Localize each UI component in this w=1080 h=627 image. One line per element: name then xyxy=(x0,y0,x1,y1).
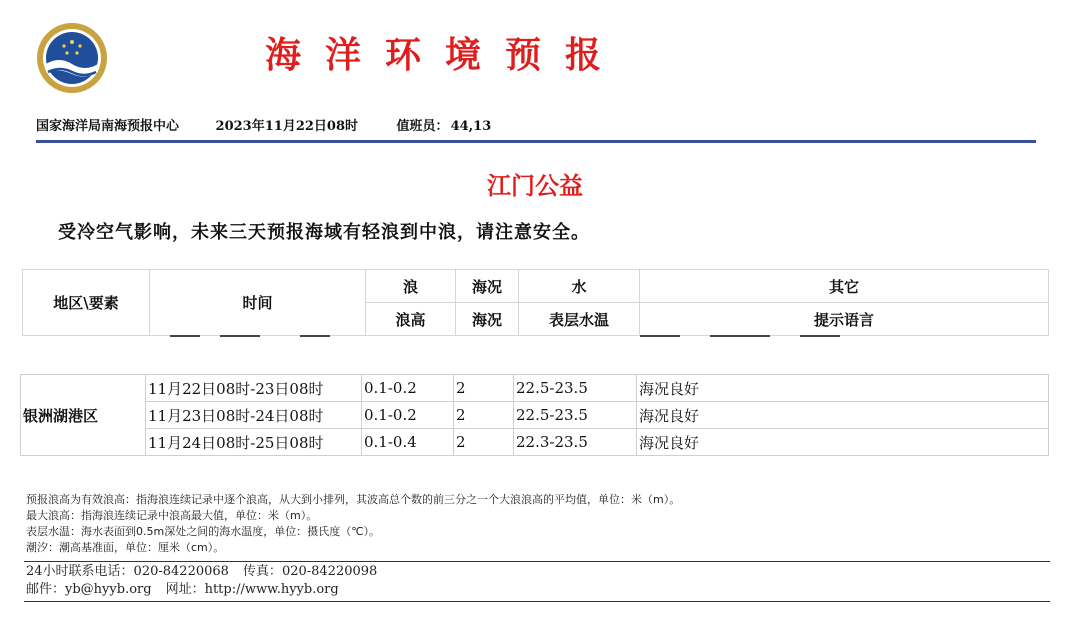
notes-section xyxy=(26,492,680,556)
table-row xyxy=(21,429,1049,456)
region-name: 银洲湖港区 xyxy=(21,375,146,456)
sea-state: 2 xyxy=(454,402,514,429)
tip-text: 海况良好 xyxy=(637,429,1049,456)
note-line: 潮汐：潮高基准面，单位：厘米（cm）。 xyxy=(26,541,225,554)
report-title: 海洋环境预报 xyxy=(265,35,626,76)
water-temp: 22.3-23.5 xyxy=(514,429,637,456)
forecast-time: 11月24日08时-25日08时 xyxy=(146,429,362,456)
header-divider xyxy=(36,140,1036,143)
header-wave-group: 浪 xyxy=(366,270,456,303)
advisory-text: 受冷空气影响，未来三天预报海域有轻浪到中浪，请注意安全。 xyxy=(58,222,590,243)
header-water-group: 水 xyxy=(519,270,640,303)
forecast-center: 国家海洋局南海预报中心 xyxy=(36,119,180,134)
header-other-group: 其它 xyxy=(640,270,1049,303)
website-label: 网址： xyxy=(165,582,205,597)
forecast-data-table xyxy=(20,374,1049,456)
sea-state: 2 xyxy=(454,429,514,456)
note-line: 预报浪高为有效浪高：指海浪连续记录中逐个浪高，从大到小排列，其波高总个数的前三分之一个大浪浪高的平均值，单位：米（m）。 xyxy=(26,493,681,506)
phone-label: 24小时联系电话： xyxy=(26,564,134,579)
header-sea-group: 海况 xyxy=(456,270,519,303)
header-time: 时间 xyxy=(150,270,366,336)
water-temp: 22.5-23.5 xyxy=(514,375,637,402)
duty-value: 44,13 xyxy=(450,119,492,134)
wave-height: 0.1-0.4 xyxy=(362,429,454,456)
forecast-header-table xyxy=(22,269,1049,336)
contact-section xyxy=(26,563,377,599)
header-tip: 提示语言 xyxy=(640,303,1049,336)
footer-top-rule xyxy=(24,561,1050,562)
header-wave-height: 浪高 xyxy=(366,303,456,336)
clipped-text-fragment xyxy=(150,333,880,339)
email-label: 邮件： xyxy=(26,582,66,597)
marine-administration-logo xyxy=(36,22,108,94)
table-row xyxy=(21,402,1049,429)
issue-time: 2023年11月22日08时 xyxy=(215,119,359,134)
header-surface-temp: 表层水温 xyxy=(519,303,640,336)
tip-text: 海况良好 xyxy=(637,375,1049,402)
tip-text: 海况良好 xyxy=(637,402,1049,429)
table-row xyxy=(21,375,1049,402)
fax-label: 传真： xyxy=(242,564,282,579)
sea-state: 2 xyxy=(454,375,514,402)
note-line: 表层水温：海水表面到0.5m深处之间的海水温度，单位：摄氏度（℃）。 xyxy=(26,525,381,538)
forecast-time: 11月22日08时-23日08时 xyxy=(146,375,362,402)
email-link[interactable]: yb@hyyb.org xyxy=(65,582,152,597)
footer-bottom-rule xyxy=(24,601,1050,602)
header-sea-state: 海况 xyxy=(456,303,519,336)
forecast-time: 11月23日08时-24日08时 xyxy=(146,402,362,429)
water-temp: 22.5-23.5 xyxy=(514,402,637,429)
location-title: 江门公益 xyxy=(487,172,583,200)
info-bar xyxy=(36,115,491,134)
phone-number: 020-84220068 xyxy=(133,564,229,579)
duty-label: 值班员： xyxy=(396,119,449,134)
wave-height: 0.1-0.2 xyxy=(362,375,454,402)
wave-height: 0.1-0.2 xyxy=(362,402,454,429)
fax-number: 020-84220098 xyxy=(281,564,378,579)
header-region: 地区\要素 xyxy=(23,270,150,336)
table-cut-gap xyxy=(22,337,1052,370)
note-line: 最大浪高：指海浪连续记录中浪高最大值，单位：米（m）。 xyxy=(26,509,318,522)
website-link[interactable]: http://www.hyyb.org xyxy=(204,582,339,597)
